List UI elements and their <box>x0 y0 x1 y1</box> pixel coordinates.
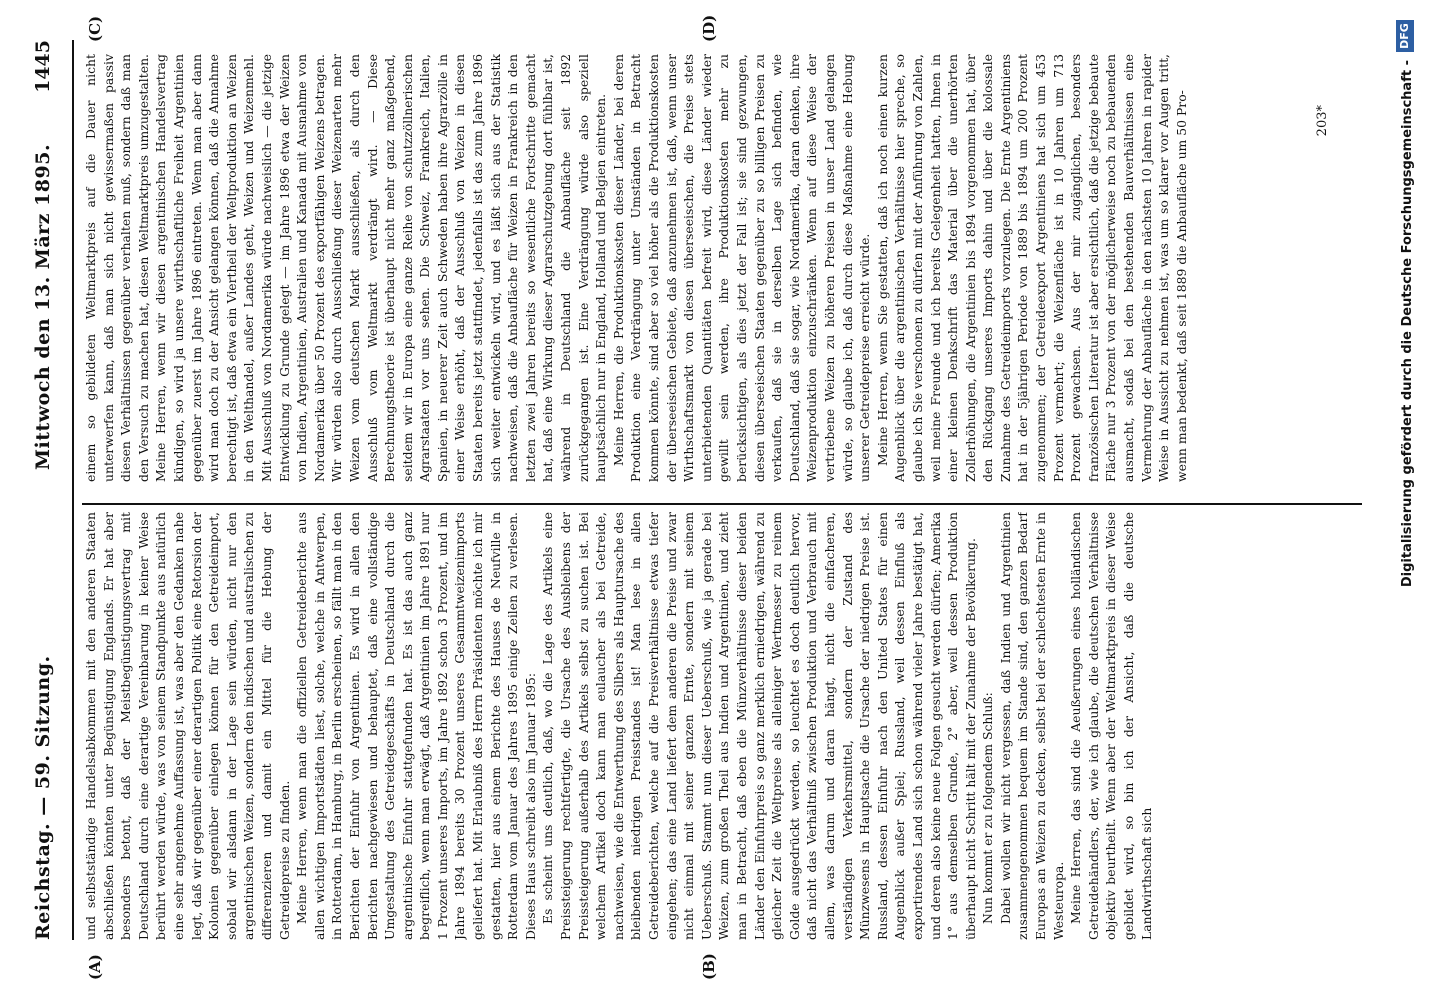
dfg-logo: DFG <box>1396 20 1414 52</box>
paragraph: und selbstständige Handelsabkommen mit den anderen Staaten abschließen könnten unter Begünstigung Englands. Er hat aber besonders betont, daß der Meistbegünstigungsvertrag mit Deutschland durch eine derartige Vereinbarung in keiner Weise berührt werden würde, was von seinem Standpunkte aus natürlich eine sehr angenehme Auffassung ist, was aber den Gedanken nahe legt, daß wir gegenüber einer derartigen Politik eine Retorsion der Kolonien gegenüber einlegen können für den Getreideimport, sobald wir alsdann in der Lage sein würden, nicht nur den argentinischen Weizen, sondern den indischen und australischen zu differenzieren und damit ein Mittel für die Hebung der Getreidepreise zu finden. <box>83 512 292 940</box>
page-signature: 203* <box>1315 105 1330 137</box>
paragraph: Es scheint uns deutlich, daß, wo die Lage des Artikels eine Preissteigerung rechtfertigte, die Ursache des Ausbleibens der Preissteigerung außerhalb des Artikels selbst zu suchen ist. Bei welchem Artikel doch kann man eulaucher als bei Getreide, nachweisen, wie die Entwerthung des Silbers als Hauptursache des bleibenden niedrigen Preisstandes ist! Man lese in allen Getreideberichten, welche auf die Preisverhältnisse etwas tiefer eingehen; das eine Land liefert dem anderen die Preise und zwar nicht einmal mit seiner ganzen Ernte, sondern mit seinem Ueberschuß. Stammt nun dieser Ueberschuß, wie ja gerade bei Weizen, zum großen Theil aus Indien und Argentinien, und zieht man in Betracht, daß eben die Münzverhältnisse dieser beiden Länder den Einfuhrpreis so ganz merklich erniedrigen, während zu gleicher Zeit die Weltpreise als alleiniger Wertmesser zu reinem Golde ausgedrückt werden, so leuchtet es doch deutlich hervor, daß nicht das Verhältniß zwischen Produktion und Verbrauch mit allem, was darum und daran hängt, nicht die einfacheren, verständigen Verkehrsmittel, sondern der Zustand des Münzwesens in Hauptsache die Ursache der niedrigen Preise ist. Russland, dessen Einfuhr nach den United States für einen Augenblick außer Spiel; Russland, weil dessen Einfluß als exportirendes Land sich schon während vieler Jahre bestätigt hat, und deren also keine neue Folgen gesucht werden dürfen; Amerika 1° aus demselben Grunde, 2° aber, weil dessen Produktion überhaupt nicht Schritt hält mit der Zunahme der Bevölkerung. <box>540 512 978 940</box>
paragraph: Nun kommt er zu folgendem Schluß: <box>980 692 996 924</box>
paragraph: Meine Herren, wenn man die offiziellen Getreideberichte aus allen wichtigen Importstädten liest, solche, welche in Antwerpen, in Rotterdam, in Hamburg, in Berlin erscheinen, so fällt man in den Berichten der Einfuhr von Argentinien. Es wird in allen den Berichten nachgewiesen und behauptet, daß eine vollständige Umgestaltung des Getreidegeschäfts in Deutschland durch die argentinische Einfuhr stattgefunden hat. Es ist das auch ganz begreiflich, wenn man erwägt, daß Argentinien im Jahre 1891 nur 1 Prozent unseres Imports, im Jahre 1892 schon 3 Prozent, und im Jahre 1894 bereits 30 Prozent unseres Gesammtweizenimports geliefert hat. Mit Erlaubniß des Herrn Präsidenten möchte ich mir gestatten, hier aus einem Berichte des Hauses de Neufville in Rotterdam vom Januar des Jahres 1895 einige Zeilen zu verlesen. Dieses Haus schreibt also im Januar 1895: <box>294 512 538 940</box>
header-left-title: Reichstag. — 59. Sitzung. <box>32 655 54 940</box>
paragraph: Meine Herren, wenn Sie gestatten, daß ich noch einen kurzen Augenblick über die argentinischen Verhältnisse hier spreche, so glaube ich Sie verschonen zu dürfen mit der Anführung von Zahlen, weil meine Freunde und ich bereits Gelegenheit hatten, Ihnen in einer kleinen Denkschrift das Material über die unerhörten Zollerhöhungen, die Argentinien bis 1894 vorgenommen hat, über den Rückgang unseres Imports dahin und über die kolossale Zunahme des Getreideimports vorzulegen. Die Ernte Argentiniens hat in der 5jährigen Periode von 1889 bis 1894 um 200 Prozent zugenommen; der Getreideexport Argentiniens hat sich um 453 Prozent vermehrt; die Weizenfläche ist in 10 Jahren um 713 Prozent gewachsen. Aus der mir zugänglichen, besonders französischen Literatur ist aber ersichtlich, daß die jetzige bebaute Fläche nur 3 Prozent von der möglicherweise noch zu bebauenden ausmacht, sodaß bei den bestehenden Bauverhältnissen eine Vermehrung der Anbaufläche in den nächsten 10 Jahren in rapider Weise in Aussicht zu nehmen ist, was um so klarer vor Augen tritt, wenn man bedenkt, daß seit 1889 die Anbaufläche um 50 Pro- <box>874 54 1189 482</box>
text-column-right <box>82 54 1292 482</box>
dfg-credit: Digitalisierung gefördert durch die Deutsche Forschungsgemeinschaft - <box>1400 60 1415 588</box>
dfg-footer <box>1388 20 1428 910</box>
margin-mark-d: (D) <box>700 14 718 42</box>
page-number: 1445 <box>32 40 54 93</box>
column-divider <box>82 503 1362 505</box>
paragraph: Dabei wollen wir nicht vergessen, daß Indien und Argentinien zusammengenommen bequem im Stande sind, den ganzen Bedarf Europas an Weizen zu decken, selbst bei der schlechtesten Ernte in Westeuropa. <box>997 512 1066 940</box>
paragraph: Meine Herren, die Produktionskosten dieser Länder, bei deren Produktion eine Verdrängung unter Umständen in Betracht kommen könnte, sind aber so viel höher als die Produktionskosten der überseeischen Gebiete, daß anzunehmen ist, daß, wenn unser Wirthschaftsmarkt von diesen überseeischen, die Preise stets unterbietenden Quantitäten befreit wird, diese Länder wieder gewillt sein werden, ihre Produktionskosten mehr zu berücksichtigen, als dies jetzt der Fall ist; sie sind gezwungen, diesen überseeischen Staaten gegenüber zu so billigen Preisen zu verkaufen, daß sie in derselben Lage sich befinden, wie Deutschland, daß sie sogar, wie Nordamerika, daran denken, ihre Weizenproduktion einzuschränken. Wenn auf diese Weise der vertriebene Weizen zu höheren Preisen in unser Land gelangen würde, so glaube ich, daß durch diese Maßnahme eine Hebung unserer Getreidepreise erreicht würde. <box>610 54 873 482</box>
paragraph: einem so gebildeten Weltmarktpreis auf die Dauer nicht unterwerfen kann, daß man sich nicht gewissermaßen passiv diesen Verhältnissen gegenüber verhalten muß, sondern daß man den Versuch zu machen hat, diesen Weltmarktpreis umzugestalten. Meine Herren, wenn wir diesen argentinischen Handelsvertrag kündigen, so wird ja unsere wirthschaftliche Freiheit Argentinien gegenüber zuerst im Jahre 1896 eintreten. Wenn man aber dann wird man doch zu der Ansicht gelangen können, daß die Annahme berechtigt ist, daß etwa ein Viertheil der Weltproduktion an Weizen in den Welthandel, außer Landes geht, Weizen und Weizenmehl. Mit Ausschluß von Nordamerika würde nachweislich — die jetzige Entwicklung zu Grunde gelegt — im Jahre 1896 etwa der Weizen von Indien, Argentinien, Australien und Kanada mit Ausnahme von Nordamerika über 50 Prozent des exportfähigen Weizens betragen. Wir würden also durch Ausschließung dieser Weizenarten mehr Weizen vom deutschen Markt ausschließen, als durch den Ausschluß vom Weltmarkt verdrängt wird. — Diese Berechnungstheorie ist überhaupt nicht mehr ganz maßgebend, seitdem wir in Europa eine ganze Reihe von schutzzöllnerischen Agrarstaaten vor uns sehen. Die Schweiz, Frankreich, Italien, Spanien, in neuerer Zeit auch Schweden haben ihre Agrarzölle in einer Weise erhöht, daß der Ausschluß von Weizen in diesen Staaten bereits jetzt stattfindet, jedenfalls ist das zum Jahre 1896 sich weiter entwickeln wird, und es läßt sich aus der Statistik nachweisen, daß die Anbaufläche für Weizen in Frankreich in den letzten zwei Jahren bereits so wesentliche Fortschritte gemacht hat, daß eine Wirkung dieser Agrarschutzgebung dort fühlbar ist, während in Deutschland die Anbaufläche seit 1892 zurückgegangen ist. Eine Verdrängung würde also speziell hauptsächlich nur in England, Holland und Belgien eintreten. <box>83 54 609 482</box>
header-date: Mittwoch den 13. März 1895. <box>32 143 54 470</box>
paragraph: Meine Herren, das sind die Aeußerungen eines holländischen Getreidehändlers, der, wie ich glaube, die deutschen Verhältnisse objektiv beurtheilt. Wenn aber der Weltmarktpreis in dieser Weise gebildet wird, so bin ich der Ansicht, daß die deutsche Landwirthschaft sich <box>1068 512 1154 940</box>
margin-mark-c: (C) <box>86 15 104 42</box>
page-header <box>22 40 66 940</box>
header-rule <box>72 40 74 940</box>
text-column-left <box>82 512 1292 940</box>
margin-mark-b: (B) <box>700 953 718 980</box>
margin-mark-a: (A) <box>86 954 104 980</box>
